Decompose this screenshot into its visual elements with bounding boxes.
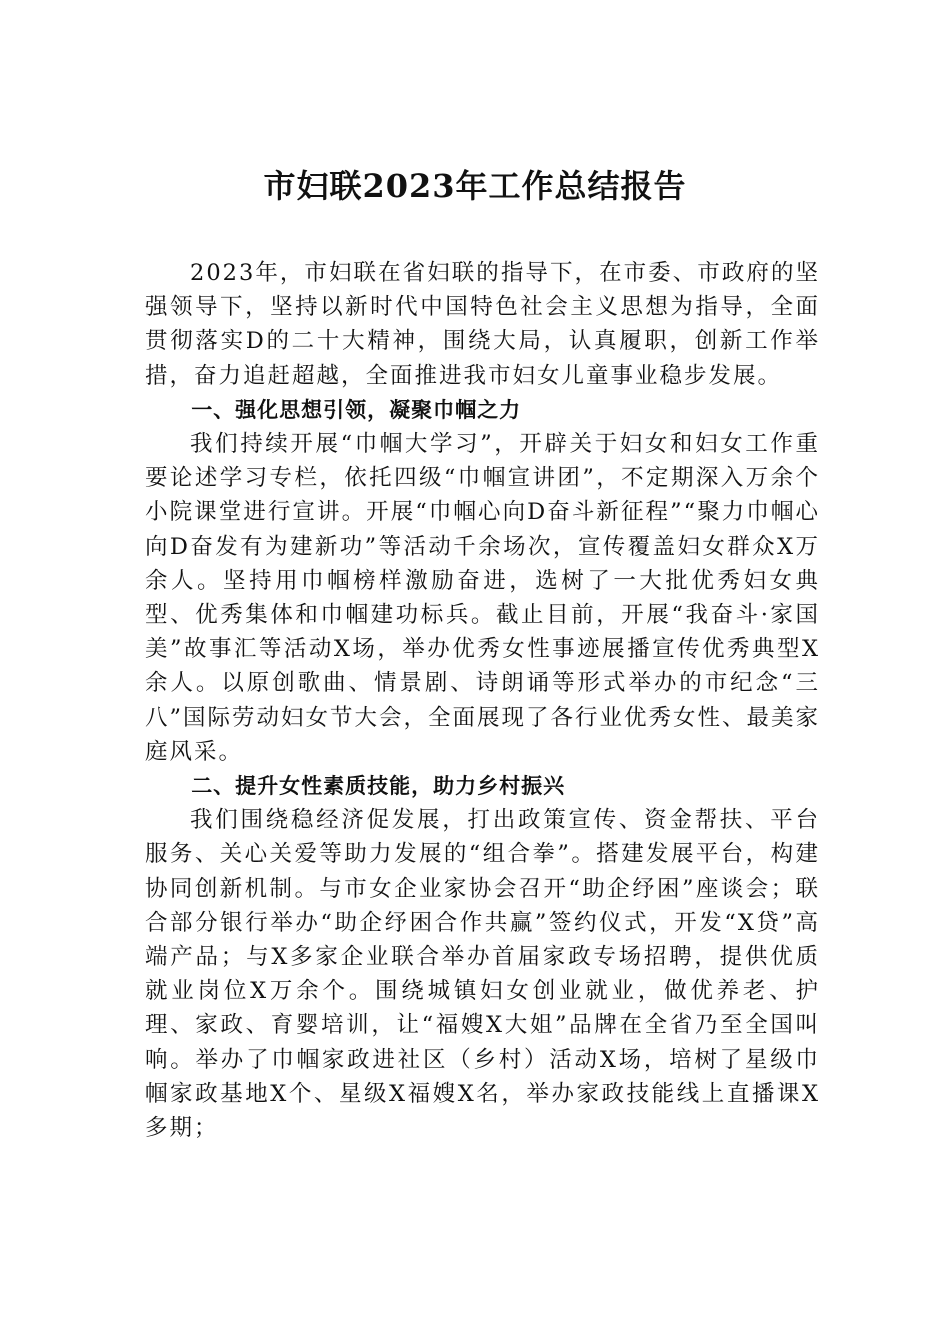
section-paragraph-2: 我们围绕稳经济促发展，打出政策宣传、资金帮扶、平台服务、关心关爱等助力发展的“组合拳”。搭建发展平台，构建协同创新机制。与市女企业家协会召开“助企纾困”座谈会；联合部分银行举办“助企纾困合作共赢”签约仪式，开发“X贷”高端产品；与X多家企业联合举办首届家政专场招聘，提供优质就业岗位X万余个。围绕城镇妇女创业就业，做优养老、护理、家政、育婴培训，让“福嫂X大姐”品牌在全省乃至全国叫响。举办了巾帼家政进社区（乡村）活动X场，培树了星级巾帼家政基地X个、星级X福嫂X名，举办家政技能线上直播课X多期； <box>145 807 820 1142</box>
section-paragraph-1: 我们持续开展“巾帼大学习”，开辟关于妇女和妇女工作重要论述学习专栏，依托四级“巾帼宣讲团”，不定期深入万余个小院课堂进行宣讲。开展“巾帼心向D奋斗新征程”“聚力巾帼心向D奋发有为建新功”等活动千余场次，宣传覆盖妇女群众X万余人。坚持用巾帼榜样激励奋进，选树了一大批优秀妇女典型、优秀集体和巾帼建功标兵。截止目前，开展“我奋斗·家国美”故事汇等活动X场，举办优秀女性事迹展播宣传优秀典型X余人。以原创歌曲、情景剧、诗朗诵等形式举办的市纪念“三八”国际劳动妇女节大会，全面展现了各行业优秀女性、最美家庭风采。 <box>145 431 821 765</box>
document-body <box>145 256 820 1145</box>
document-title: 市妇联2023年工作总结报告 <box>263 167 687 205</box>
section-heading-1: 一、强化思想引领，凝聚巾帼之力 <box>191 397 522 422</box>
intro-paragraph: 2023年，市妇联在省妇联的指导下，在市委、市政府的坚强领导下，坚持以新时代中国特色社会主义思想为指导，全面贯彻落实D的二十大精神，围绕大局，认真履职，创新工作举措，奋力追赶超越，全面推进我市妇女儿童事业稳步发展。 <box>145 260 820 389</box>
section-heading-2: 二、提升女性素质技能，助力乡村振兴 <box>191 774 566 799</box>
